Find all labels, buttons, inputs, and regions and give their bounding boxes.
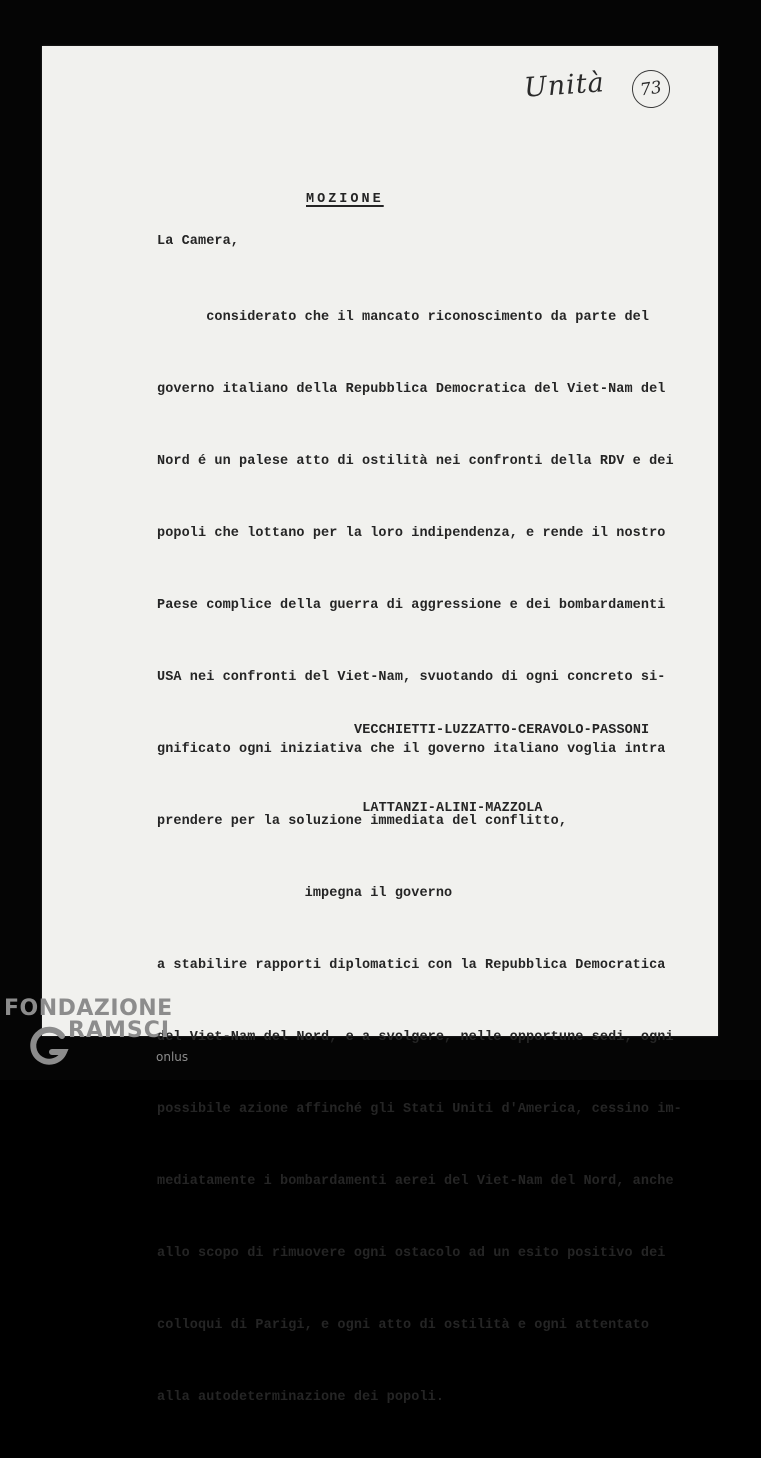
signature-line: LATTANZI-ALINI-MAZZOLA [354, 801, 543, 816]
body-line: mediatamente i bombardamenti aerei del Viet-Nam del Nord, anche [157, 1174, 674, 1189]
page-number: 73 [630, 68, 673, 111]
body-line: possibile azione affinché gli Stati Uniti d'America, cessino im- [157, 1102, 682, 1117]
body-line: Nord é un palese atto di ostilità nei confronti della RDV e dei [157, 454, 674, 469]
signatures [354, 666, 649, 874]
fondazione-gramsci-logo [4, 996, 194, 1076]
body-line: popoli che lottano per la loro indipendenza, e rende il nostro [157, 526, 666, 541]
body-line: a stabilire rapporti diplomatici con la Repubblica Democratica [157, 958, 666, 973]
body-line: del Viet-Nam del Nord, e a svolgere, nelle opportune sedi, ogni [157, 1030, 674, 1045]
body-line: USA nei confronti del Viet-Nam, svuotando di ogni concreto si- [157, 670, 666, 685]
logo-g-icon [28, 1024, 72, 1068]
body-line: alla autodeterminazione dei popoli. [157, 1390, 445, 1405]
logo-line2: RAMSCI [68, 1018, 171, 1043]
document-title: MOZIONE [306, 192, 384, 207]
logo-line1: FONDAZIONE [4, 996, 173, 1021]
body-line-impegna: impegna il governo [157, 886, 453, 901]
body-line: considerato che il mancato riconoscimento da parte del [157, 310, 650, 325]
body-line: Paese complice della guerra di aggressione e dei bombardamenti [157, 598, 666, 613]
salutation: La Camera, [157, 234, 240, 249]
logo-suffix: onlus [156, 1050, 189, 1064]
body-line: gnificato ogni iniziativa che il governo italiano voglia intra [157, 742, 666, 757]
signature-line: VECCHIETTI-LUZZATTO-CERAVOLO-PASSONI [354, 723, 650, 738]
body-line: allo scopo di rimuovere ogni ostacolo ad un esito positivo dei [157, 1246, 666, 1261]
body-line: prendere per la soluzione immediata del conflitto, [157, 814, 568, 829]
body-line: colloqui di Parigi, e ogni atto di ostilità e ogni attentato [157, 1318, 650, 1333]
handwritten-note: Unità [523, 67, 606, 104]
body-line: governo italiano della Repubblica Democratica del Viet-Nam del [157, 382, 666, 397]
